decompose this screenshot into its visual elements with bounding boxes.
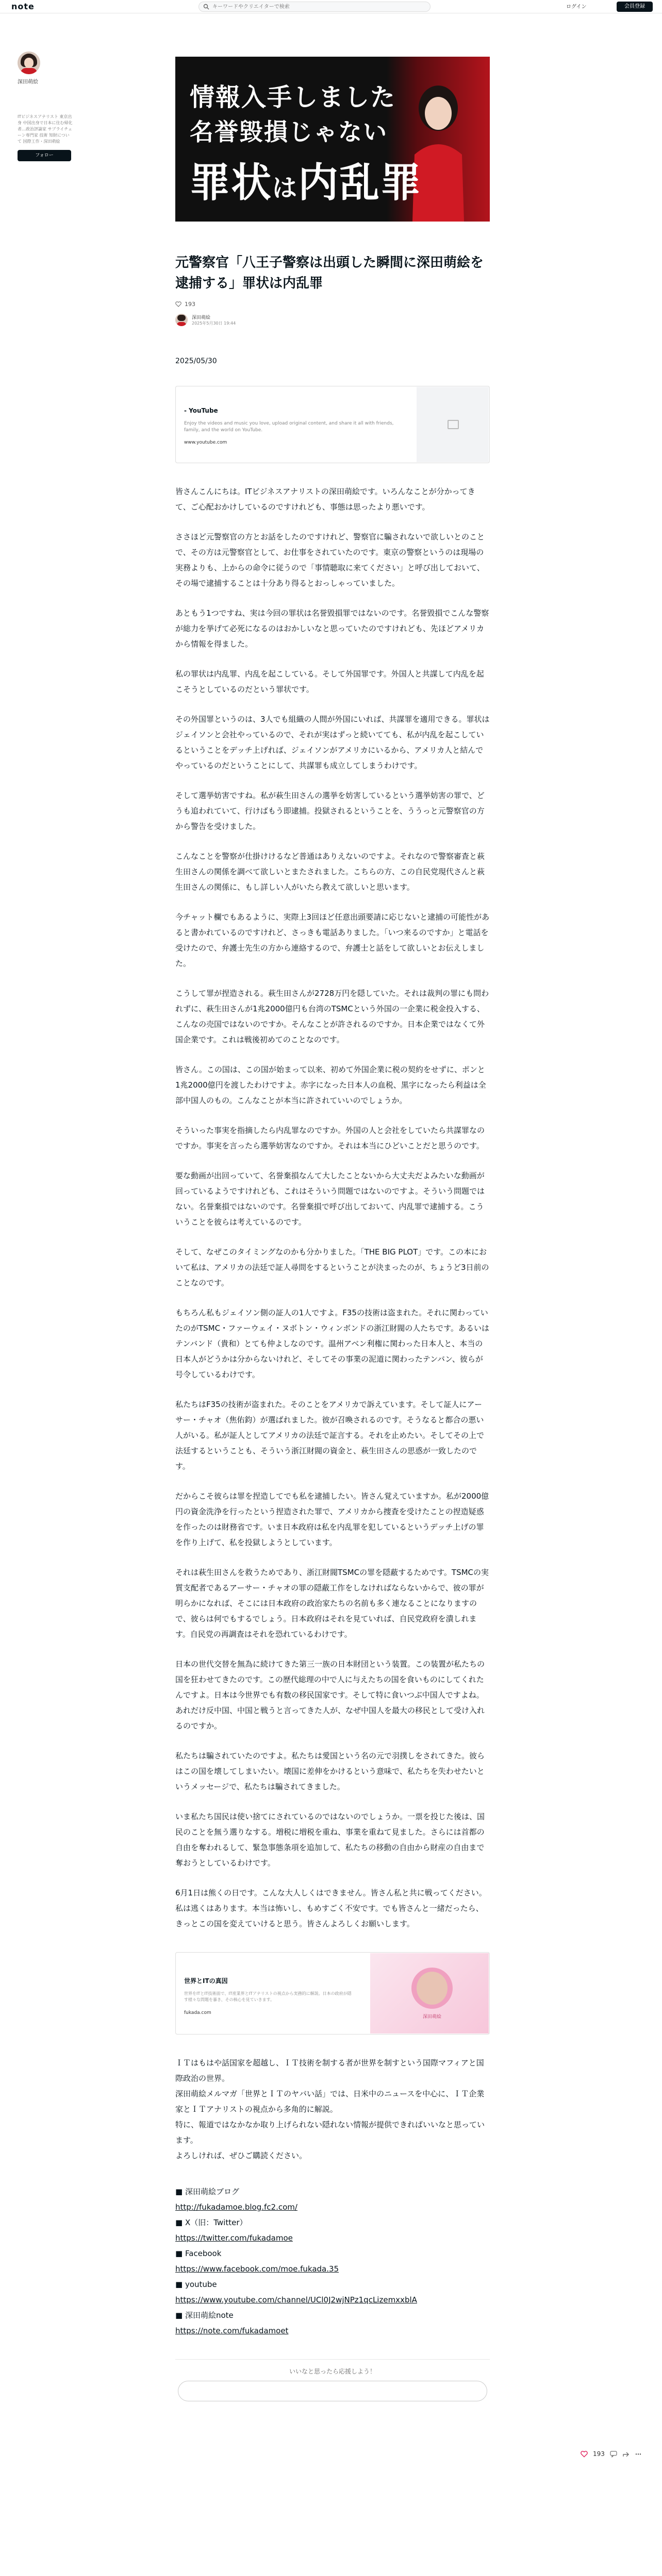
youtube-thumbnail: [417, 387, 489, 462]
link-label: ■ 深田萌絵note: [175, 2311, 234, 2320]
youtube-card-title: - YouTube: [184, 407, 218, 414]
search-icon: [203, 4, 209, 10]
body-paragraph: そして選挙妨害ですね。私が萩生田さんの選挙を妨害しているという選挙妨害の罪で、どうも追われていて、行けばもう即逮捕。投獄されるということを、ううっと元警察官の方から警告を受けました。: [175, 791, 485, 831]
support-prompt: いいなと思ったら応援しよう！: [289, 2368, 376, 2375]
top-bar: [0, 0, 662, 13]
outro-line: 深田萌絵メルマガ「世界とＩＴのヤバい話」では、日米中のニュースを中心に、ＩＴ企業家とＩＴアナリストの視点から多角的に解説。: [175, 2089, 485, 2114]
body-paragraph: だからこそ彼らは罪を捏造してでも私を逮捕したい。皆さん覚えていますか。私が2000億円の資金洗浄を行ったという捏造された罪で、アメリカから捜査を受けたことの捏造疑惑を作ったのは財務省です。いま日本政府は私を内乱罪を犯しているというデッチ上げの罪を作り上げて、私を投獄しようとしています。: [175, 1492, 489, 1547]
link-label: ■ Facebook: [175, 2249, 222, 2258]
article-main: [175, 57, 490, 2401]
body-paragraph: 皆さんこんにちは。ITビジネスアナリストの深田萌絵です。いろんなことが分かってきて、ご心配おかけしているのですけれども、事態は思ったより悪いです。: [175, 487, 475, 512]
channel-card-thumbnail: [370, 1953, 489, 2033]
body-paragraph: こんなことを警察が仕掛けけるなど普通はありえないのですよ。それなので警察審査と萩生田さんの関係を調べて欲しいとまたされました。こちらの方、この自民党現代さんと萩生田さんの関係に、もし詳しい人がいたら教えて欲しいと思います。: [175, 852, 485, 892]
external-link[interactable]: https://www.youtube.com/channel/UCl0J2wjNPz1qcLizemxxblA: [175, 2295, 417, 2304]
youtube-card-desc: Enjoy the videos and music you love, upload original content, and share it all with friends, family, and the world on YouTube.: [184, 421, 394, 433]
avatar[interactable]: [18, 52, 40, 74]
outro-line: ＩＴはもはや話国家を超越し、ＩＴ技術を制する者が世界を制すという国際マフィアと国際政治の世界。: [175, 2058, 484, 2083]
external-link[interactable]: http://fukadamoe.blog.fc2.com/: [175, 2202, 297, 2212]
follow-button[interactable]: フォロー: [18, 150, 71, 161]
heart-icon[interactable]: [175, 301, 181, 307]
comment-icon[interactable]: [610, 2451, 617, 2458]
body-paragraph: その外国罪というのは、3人でも組織の人間が外国にいれば、共謀罪を適用できる。罪状はジェイソンと会社やっているので、それが実はずっと続いてても、私が内乱を起こしているということをデッチ上げれば、ジェイソンがアメリカにいるから、アメリカ人と結んでやっているのだということにして、共謀罪も成立してしまうわけです。: [175, 715, 490, 770]
channel-card-url: fukada.com: [184, 2010, 211, 2015]
author-name[interactable]: 深田萌絵: [192, 315, 211, 320]
share-icon[interactable]: [622, 2451, 630, 2458]
hero-image: [175, 57, 490, 222]
channel-card-desc: 世界をITとIT技術面で、IT産業界とITアナリストの視点から実務的に解説。日本の政府が隠す様々な問題を暴き、その核心を見ていきます。: [184, 1991, 352, 2002]
support-button[interactable]: [178, 2381, 487, 2401]
body-paragraph: 日本の世代交替を無為に続けてきた第三一族の日本財団という装置。この装置が私たちの国を狂わせてきたのです。この歴代総理の中で人に与えたちの国を食いものにしてくれたんですよ。日本は今世界でも有数の移民国家です。そして特に食いつぶ中国人ですよね。あれだけ反中国、中国と戦うと言ってきた人が、なぜ中国人を最大の移民として受け入れるのですか。: [175, 1659, 485, 1731]
body-paragraph: そして、なぜこのタイミングなのかも分かりました。「THE BIG PLOT」です。この本において私は、アメリカの法廷で証人尋問をするということが決まったのが、ちょうど3日前のことなのです。: [175, 1247, 489, 1287]
author-sidebar: [18, 52, 74, 161]
like-count: 193: [185, 301, 195, 308]
body-paragraph: 私たちは騙されていたのですよ。私たちは愛国という名の元で羽撲しをされてきた。彼らはこの国を壊してしまいたい。壊国に差伸をかけるという意味で、私たちを失わせたいというメッセージで、私たちは騙されてきました。: [175, 1751, 485, 1791]
note-logo[interactable]: note: [11, 2, 35, 11]
body-paragraph: 皆さん。この国は、この国が始まって以来、初めて外国企業に税の契約をせずに、ポンと1兆2000億円を渡したわけですよ。赤字になった日本人の血税、黒字になったら利益は全部中国人のもの。こんなことが本当に許されていいのでしょうか。: [175, 1065, 486, 1105]
body-paragraph: 私の罪状は内乱罪、内乱を起こしている。そして外国罪です。外国人と共謀して内乱を起こそうとしているのだという罪状です。: [175, 669, 484, 694]
post-date: 2025年5月30日 19:44: [192, 321, 236, 326]
sidebar-author-bio: ITビジネスアナリスト 東京出身 中国出身で日本に住む帰化者…政治評論家 サプライチェーン専門家 技術 知財について 国際工作・深田萌絵: [18, 114, 73, 144]
sidebar-author-name[interactable]: 深田萌絵: [18, 79, 38, 85]
hero-line-2: 名誉毀損じゃない: [190, 118, 388, 146]
signup-button[interactable]: 会員登録: [617, 2, 653, 12]
more-icon[interactable]: [635, 2451, 642, 2458]
body-paragraph: いま私たち国民は使い捨てにされているのではないのでしょうか。一票を投じた後は、国民のことを無う選りなする。増税に増税を重ね、事業を重ねて見ました。さらには首都の自由を奪われるして、緊急事態条項を追加して、私たちの移動の自由から財産の自由まで奪おうとしているわけです。: [175, 1812, 485, 1868]
hero-line-1: 情報入手しました: [190, 83, 396, 112]
body-paragraph: 今チャット欄でもあるように、実際上3回ほど任意出頭要請に応じないと逮捕の可能性があると書かれているのですけれど、さっきも電話ありました。「いつ来るのですか」と電話を受けたので、弁護士先生の方から連絡するので、弁護士と話をして欲しいとお伝えしました。: [175, 912, 490, 968]
body-paragraph: ささほど元警察官の方とお話をしたのですけれど、警察官に騙されないで欲しいとのことで、その方は元警察官として、お仕事をされていたのです。東京の警察というのは現場の実務よりも、上からの命令に従うので「事情聴取に来てください」と呼び出しておいて、その場で逮捕することは十分あり得るとおっしゃっていました。: [175, 532, 485, 588]
author-avatar[interactable]: [175, 314, 188, 326]
link-label: ■ X（旧：Twitter）: [175, 2218, 247, 2227]
link-list: [175, 2184, 490, 2338]
article-author[interactable]: [175, 314, 490, 326]
article-body: [175, 484, 490, 1931]
article-outro: [175, 2055, 490, 2163]
channel-card-title: 世界とITの真因: [184, 1977, 228, 1985]
body-date: 2025/05/30: [175, 357, 217, 365]
search-input[interactable]: [212, 3, 424, 11]
login-link[interactable]: ログイン: [566, 4, 587, 10]
external-link[interactable]: https://note.com/fukadamoet: [175, 2326, 289, 2335]
channel-card-thumb-label: 深田萌絵: [423, 2014, 442, 2020]
hero-line-3: 罪状は内乱罪: [190, 159, 422, 206]
link-label: ■ 深田萌絵ブログ: [175, 2187, 239, 2196]
body-paragraph: もちろん私もジェイソン側の証人の1人ですよ。F35の技術は盗まれた。それに関わっていたのがTSMC・ファーウェイ・ヌボトン・ウィンボンドの浙江財閥の人たちです。あるいはテンバンド（貴和）とても仲よしなのです。温州アベン利権に関わった日本人と、本当の日本人がどうかは分からないけれど、そしてその事業の泥道に関わったテンバン、彼らが号令しているわけです。: [175, 1308, 489, 1379]
floating-like-count: 193: [593, 2450, 605, 2458]
body-paragraph: あともう1つですね、実は今回の罪状は名誉毀損罪ではないのです。名誉毀損でこんな警察が総力を挙げて必死になるのはおかしいなと思っていたのですけれども、先ほどアメリカから情報を得ました。: [175, 608, 489, 649]
youtube-embed-card[interactable]: [175, 386, 490, 463]
external-link[interactable]: https://twitter.com/fukadamoe: [175, 2233, 293, 2243]
body-paragraph: 要な動画が出回っていて、名誉棄損なんて大したことないから大丈夫だよみたいな動画が回っているようですけれども、これはそういう問題ではないのですよ。そういう問題ではない。名誉棄損ではないのです。名誉棄損で呼び出しておいて、内乱罪で逮捕する。こういうことを彼らは考えているのです。: [175, 1171, 485, 1227]
body-paragraph: 私たちはF35の技術が盗まれた。そのことをアメリカで訴えています。そして証人にアーサー・チャオ（焦佑鈞）が選ばれました。彼が召喚されるのです。そうなると都合の悪い人がいる。私が証人としてアメリカの法廷で証言する。それを止めたい。そしてその上で法廷するということも、そういう浙江財閥の資金と、萩生田さんの思惑が一致したのです。: [175, 1400, 484, 1471]
body-paragraph: そういった事実を指摘したら内乱罪なのですか。外国の人と会社をしていたら共謀罪なのですか。事実を言ったら選挙妨害なのですか。それは本当にひどいことだと思うのです。: [175, 1126, 485, 1150]
external-link[interactable]: https://www.facebook.com/moe.fukada.35: [175, 2264, 339, 2274]
support-section: [175, 2359, 490, 2401]
body-paragraph: 6月1日は熊くの日です。こんな大人しくはできません。皆さん私と共に戦ってください。私は逃くはあります。本当は怖いし、もめすごく不安です。でも皆さんと一緒だったら、きっとこの国を変えていけると思う。皆さんよろしくお願いします。: [175, 1888, 487, 1928]
image-placeholder-icon: [448, 420, 459, 429]
outro-line: よろしければ、ぜひご購読ください。: [175, 2151, 307, 2160]
body-paragraph: それは萩生田さんを救うためであり、浙江財閥TSMCの罪を隠蔽するためです。TSMCの実質支配者であるアーサー・チャオの罪の隠蔽工作をしなければならないからで、彼の罪が明らかになれば、そこには日本政府の政治家たちの名前も多く連なることになりますので、彼らは何でもするでしょう。日本政府はそれを見ていれば、自民党政府を潰しれます。自民党の再調査はそれを恐れているわけです。: [175, 1568, 489, 1639]
body-paragraph: こうして罪が捏造される。萩生田さんが2728万円を隠していた。それは裁判の罪にも問われずに、萩生田さんが1兆2000億円も台湾のTSMCという外国の一企業に税金投入する、こんなの売国ではないのですか。そんなことが許されるのですか。日本企業ではなくて外国企業です。これは戦後初めてのことなのです。: [175, 989, 489, 1044]
link-label: ■ youtube: [175, 2280, 217, 2289]
heart-icon[interactable]: [581, 2451, 588, 2458]
youtube-card-url: www.youtube.com: [184, 440, 227, 445]
article-title: 元警察官「八王子警察は出頭した瞬間に深田萌絵を逮捕する」罪状は内乱罪: [175, 255, 484, 291]
search-box[interactable]: [198, 2, 431, 12]
like-counter[interactable]: [175, 301, 490, 308]
channel-link-card[interactable]: [175, 1952, 490, 2035]
floating-actions: [581, 2450, 642, 2458]
outro-line: 特に、報道ではなかなか取り上げられない隠れない情報が提供できればいいなと思っています。: [175, 2120, 485, 2145]
